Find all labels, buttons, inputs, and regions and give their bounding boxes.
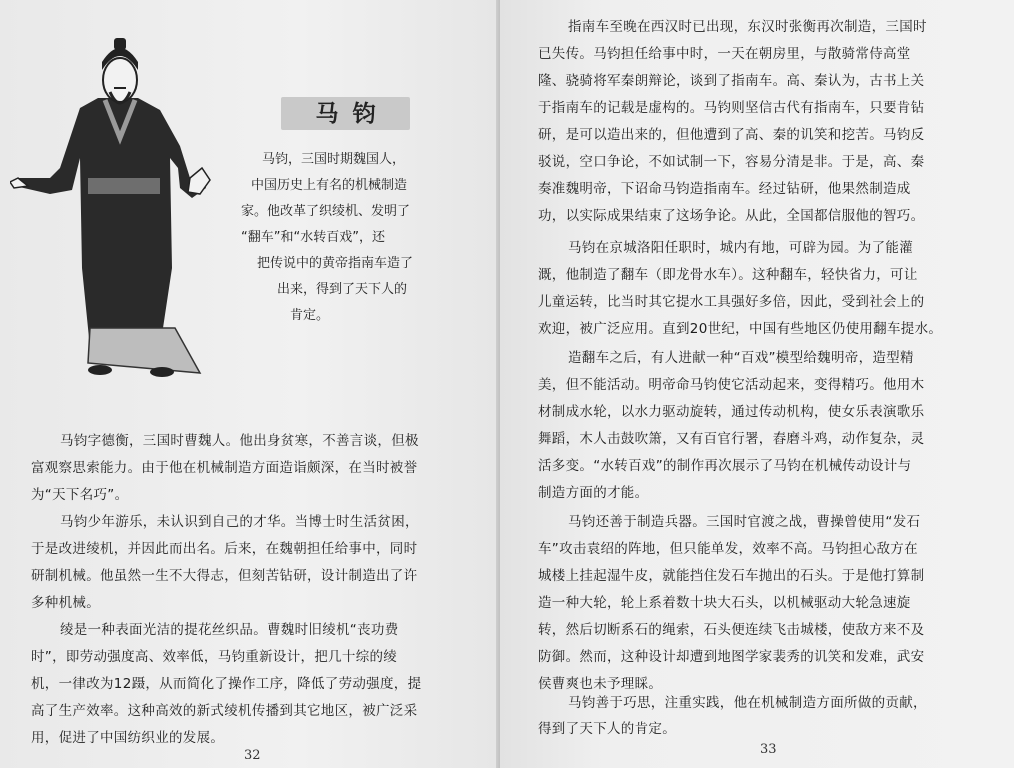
body-line: 多种机械。	[31, 595, 100, 611]
title-box	[281, 97, 410, 130]
body-line: 机，一律改为12蹑，从而简化了操作工序，降低了劳动强度，提	[31, 676, 422, 692]
body-line: 隆、骁骑将军秦朗辩论，谈到了指南车。高、秦认为，古书上关	[538, 73, 925, 89]
intro-line: 马钧，三国时期魏国人，	[262, 152, 406, 167]
body-line: 驳说，空口争论，不如试制一下，容易分清是非。于是，高、秦	[538, 154, 925, 170]
body-line: 功，以实际成果结束了这场争论。从此，全国都信服他的智巧。	[538, 208, 925, 224]
body-line: 马钧还善于制造兵器。三国时官渡之战，曹操曾使用“发石	[568, 514, 921, 530]
article-title: 马钧	[315, 100, 390, 127]
body-line: 溉，他制造了翻车（即龙骨水车）。这种翻车，轻快省力，可让	[538, 267, 918, 283]
body-line: 指南车至晚在西汉时已出现，东汉时张衡再次制造，三国时	[568, 19, 927, 35]
body-line: 时”，即劳动强度高、效率低，马钧重新设计，把几十综的绫	[31, 649, 398, 665]
body-line: 儿童运转，比当时其它提水工具强好多倍，因此，受到社会上的	[538, 294, 925, 310]
page-number: 33	[760, 742, 777, 757]
body-line: 美，但不能活动。明帝命马钧使它活动起来，变得精巧。他用木	[538, 377, 925, 393]
intro-line: “翻车”和“水转百戏”，还	[241, 230, 385, 245]
body-line: 转，然后切断系石的绳索，石头便连续飞击城楼，使敌方来不及	[538, 622, 925, 638]
left-page	[0, 0, 500, 768]
body-line: 马钧在京城洛阳任职时，城内有地，可辟为园。为了能灌	[568, 240, 913, 256]
body-line: 欢迎，被广泛应用。直到20世纪，中国有些地区仍使用翻车提水。	[538, 321, 943, 337]
body-line: 马钧善于巧思，注重实践，他在机械制造方面所做的贡献，	[568, 695, 927, 711]
body-line: 研，是可以造出来的，但他遭到了高、秦的讥笑和挖苦。马钧反	[538, 127, 925, 143]
body-line: 造翻车之后，有人进献一种“百戏”模型给魏明帝，造型精	[568, 350, 914, 366]
body-line: 于是改进绫机，并因此而出名。后来，在魏朝担任给事中，同时	[31, 541, 418, 557]
body-line: 造一种大轮，轮上系着数十块大石头，以机械驱动大轮急速旋	[538, 595, 911, 611]
body-line: 绫是一种表面光洁的提花丝织品。曹魏时旧绫机“丧功费	[60, 622, 399, 638]
body-line: 制造方面的才能。	[538, 485, 649, 501]
right-page	[500, 0, 1014, 768]
body-line: 为“天下名巧”。	[31, 487, 129, 503]
body-line: 已失传。马钧担任给事中时，一天在朝房里，与散骑常侍高堂	[538, 46, 911, 62]
body-line: 马钧少年游乐，未认识到自己的才华。当博士时生活贫困，	[60, 514, 419, 530]
body-line: 用，促进了中国纺织业的发展。	[31, 730, 225, 746]
body-line: 城楼上挂起湿牛皮，就能挡住发石车抛出的石头。于是他打算制	[538, 568, 925, 584]
body-line: 研制机械。他虽然一生不大得志，但刻苦钻研，设计制造出了许	[31, 568, 418, 584]
body-line: 材制成水轮，以水力驱动旋转，通过传动机构，使女乐表演歌乐	[538, 404, 925, 420]
body-line: 活多变。“水转百戏”的制作再次展示了马钧在机械传动设计与	[538, 458, 912, 474]
body-line: 富观察思索能力。由于他在机械制造方面造诣颇深，在当时被誉	[31, 460, 418, 476]
intro-line: 出来，得到了天下人的	[277, 282, 408, 297]
body-line: 高了生产效率。这种高效的新式绫机传播到其它地区，被广泛采	[31, 703, 418, 719]
intro-line: 家。他改革了织绫机、发明了	[241, 204, 411, 219]
intro-line: 把传说中的黄帝指南车造了	[257, 256, 414, 271]
body-line: 侯曹爽也未予理睬。	[538, 676, 663, 692]
body-line: 奏准魏明帝，下诏命马钧造指南车。经过钻研，他果然制造成	[538, 181, 911, 197]
intro-line: 肯定。	[290, 308, 330, 323]
page-number: 32	[244, 748, 261, 763]
ma-jun-illustration	[10, 28, 220, 388]
body-line: 得到了天下人的肯定。	[538, 721, 676, 737]
body-line: 防御。然而，这种设计却遭到地图学家裴秀的讥笑和发难，武安	[538, 649, 925, 665]
body-line: 马钧字德衡，三国时曹魏人。他出身贫寒，不善言谈，但极	[60, 433, 419, 449]
intro-line: 中国历史上有名的机械制造	[251, 178, 408, 193]
body-line: 于指南车的记载是虚构的。马钧则坚信古代有指南车，只要肯钻	[538, 100, 925, 116]
body-line: 舞蹈，木人击鼓吹箫，又有百官行署，舂磨斗鸡，动作复杂，灵	[538, 431, 925, 447]
body-line: 车”攻击袁绍的阵地，但只能单发，效率不高。马钧担心敌方在	[538, 541, 918, 557]
